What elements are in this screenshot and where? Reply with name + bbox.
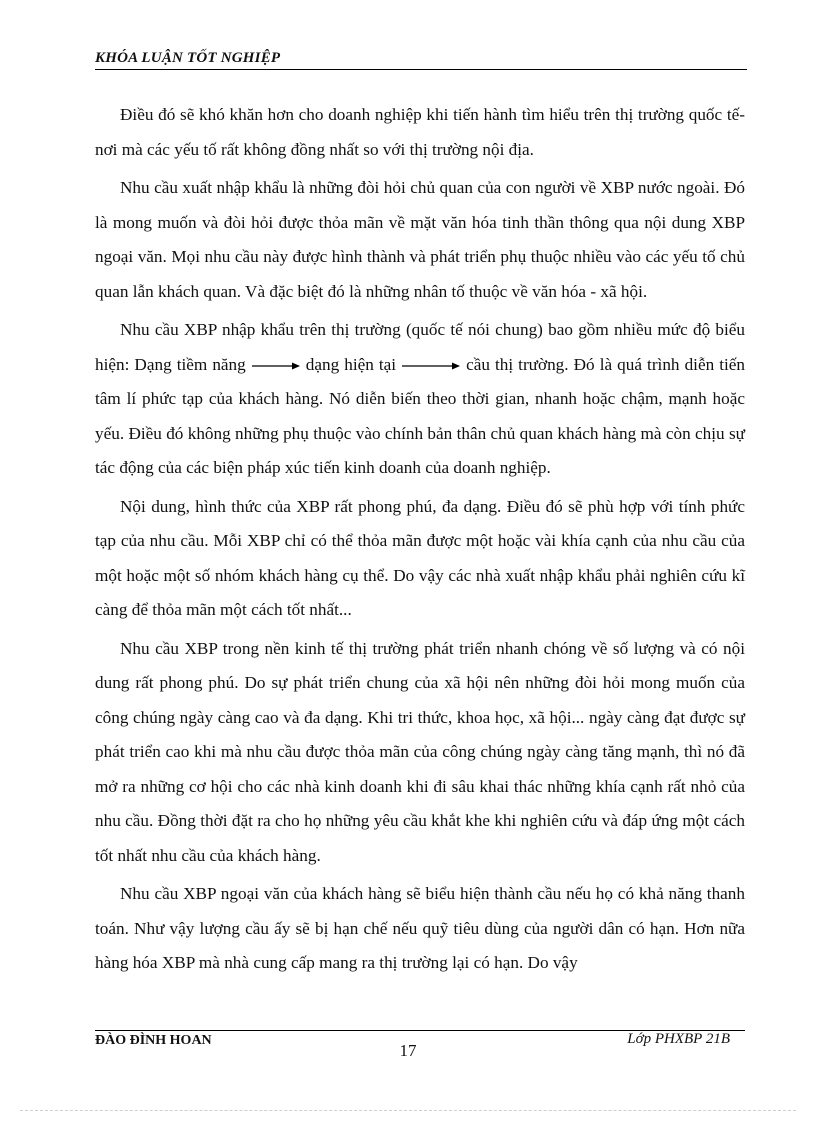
paragraph: Nhu cầu XBP ngoại văn của khách hàng sẽ biểu hiện thành cầu nếu họ có khả năng thanh toán. Như vậy lượng cầu ấy sẽ bị hạn chế nếu quỹ tiêu dùng của người dân có hạn. Hơn nữa hàng hóa XBP mà nhà cung cấp mang ra thị trường lại có hạn. Do vậy [95, 884, 745, 972]
page-header [95, 50, 747, 70]
document-body [95, 98, 745, 985]
paragraph-segment: cầu thị trường. Đó là quá trình diễn tiến tâm lí phức tạp của khách hàng. Nó diễn biến theo thời gian, nhanh hoặc chậm, mạnh hoặc yếu. Điều đó không những phụ thuộc vào chính bản thân chủ quan khách hàng mà còn chịu sự tác động của các biện pháp xúc tiến kinh doanh của doanh nghiệp. [95, 354, 745, 477]
page-number: 17 [399, 1041, 417, 1060]
paragraph: Nhu cầu XBP trong nền kinh tế thị trường phát triển nhanh chóng về số lượng và có nội dung rất phong phú. Do sự phát triển chung của xã hội nên những đòi hỏi mong muốn của công chúng ngày càng cao và đa dạng. Khi tri thức, khoa học, xã hội... ngày càng đạt được sự phát triển cao khi mà nhu cầu được thỏa mãn của công chúng ngày càng tăng mạnh, thì nó đã mở ra những cơ hội cho các nhà kinh doanh khi đi sâu khai thác những khía cạnh rất nhỏ của nhu cầu. Đồng thời đặt ra cho họ những yêu cầu khắt khe khi nghiên cứu và đáp ứng một cách tốt nhất nhu cầu của khách hàng. [95, 638, 745, 865]
right-arrow-icon [402, 361, 460, 371]
paragraph: Nhu cầu xuất nhập khẩu là những đòi hỏi chủ quan của con người về XBP nước ngoài. Đó là mong muốn và đòi hỏi được thỏa mãn về mặt văn hóa tinh thần thông qua nội dung XBP ngoại văn. Mọi nhu cầu này được hình thành và phát triển phụ thuộc nhiều vào các yếu tố chủ quan lẫn khách quan. Và đặc biệt đó là những nhân tố thuộc về văn hóa - xã hội. [95, 178, 745, 301]
header-title: KHÓA LUẬN TỐT NGHIỆP [95, 50, 281, 66]
footer-author: ĐÀO ĐÌNH HOAN [95, 1033, 212, 1048]
paragraph: Nội dung, hình thức của XBP rất phong phú, đa dạng. Điều đó sẽ phù hợp với tính phức tạp của nhu cầu. Mỗi XBP chỉ có thể thỏa mãn được một hoặc vài khía cạnh của nhu cầu của một hoặc một số nhóm khách hàng cụ thể. Do vậy các nhà xuất nhập khẩu phải nghiên cứu kĩ càng để thỏa mãn một cách tốt nhất... [95, 496, 745, 619]
right-arrow-icon [252, 361, 300, 371]
paragraph-segment: dạng hiện tại [305, 354, 397, 374]
paragraph: Điều đó sẽ khó khăn hơn cho doanh nghiệp khi tiến hành tìm hiểu trên thị trường quốc tế- nơi mà các yếu tố rất không đồng nhất so với thị trường nội địa. [95, 105, 745, 159]
footer-class-label: Lớp PHXBP 21B [627, 1031, 730, 1047]
paragraph-segment: Nhu cầu XBP nhập khẩu trên thị trường (quốc tế nói chung) bao gồm nhiều mức độ biểu hiện: Dạng tiềm năng [95, 320, 745, 374]
page-edge-divider [20, 1110, 796, 1111]
paragraph-with-arrows [95, 313, 745, 486]
